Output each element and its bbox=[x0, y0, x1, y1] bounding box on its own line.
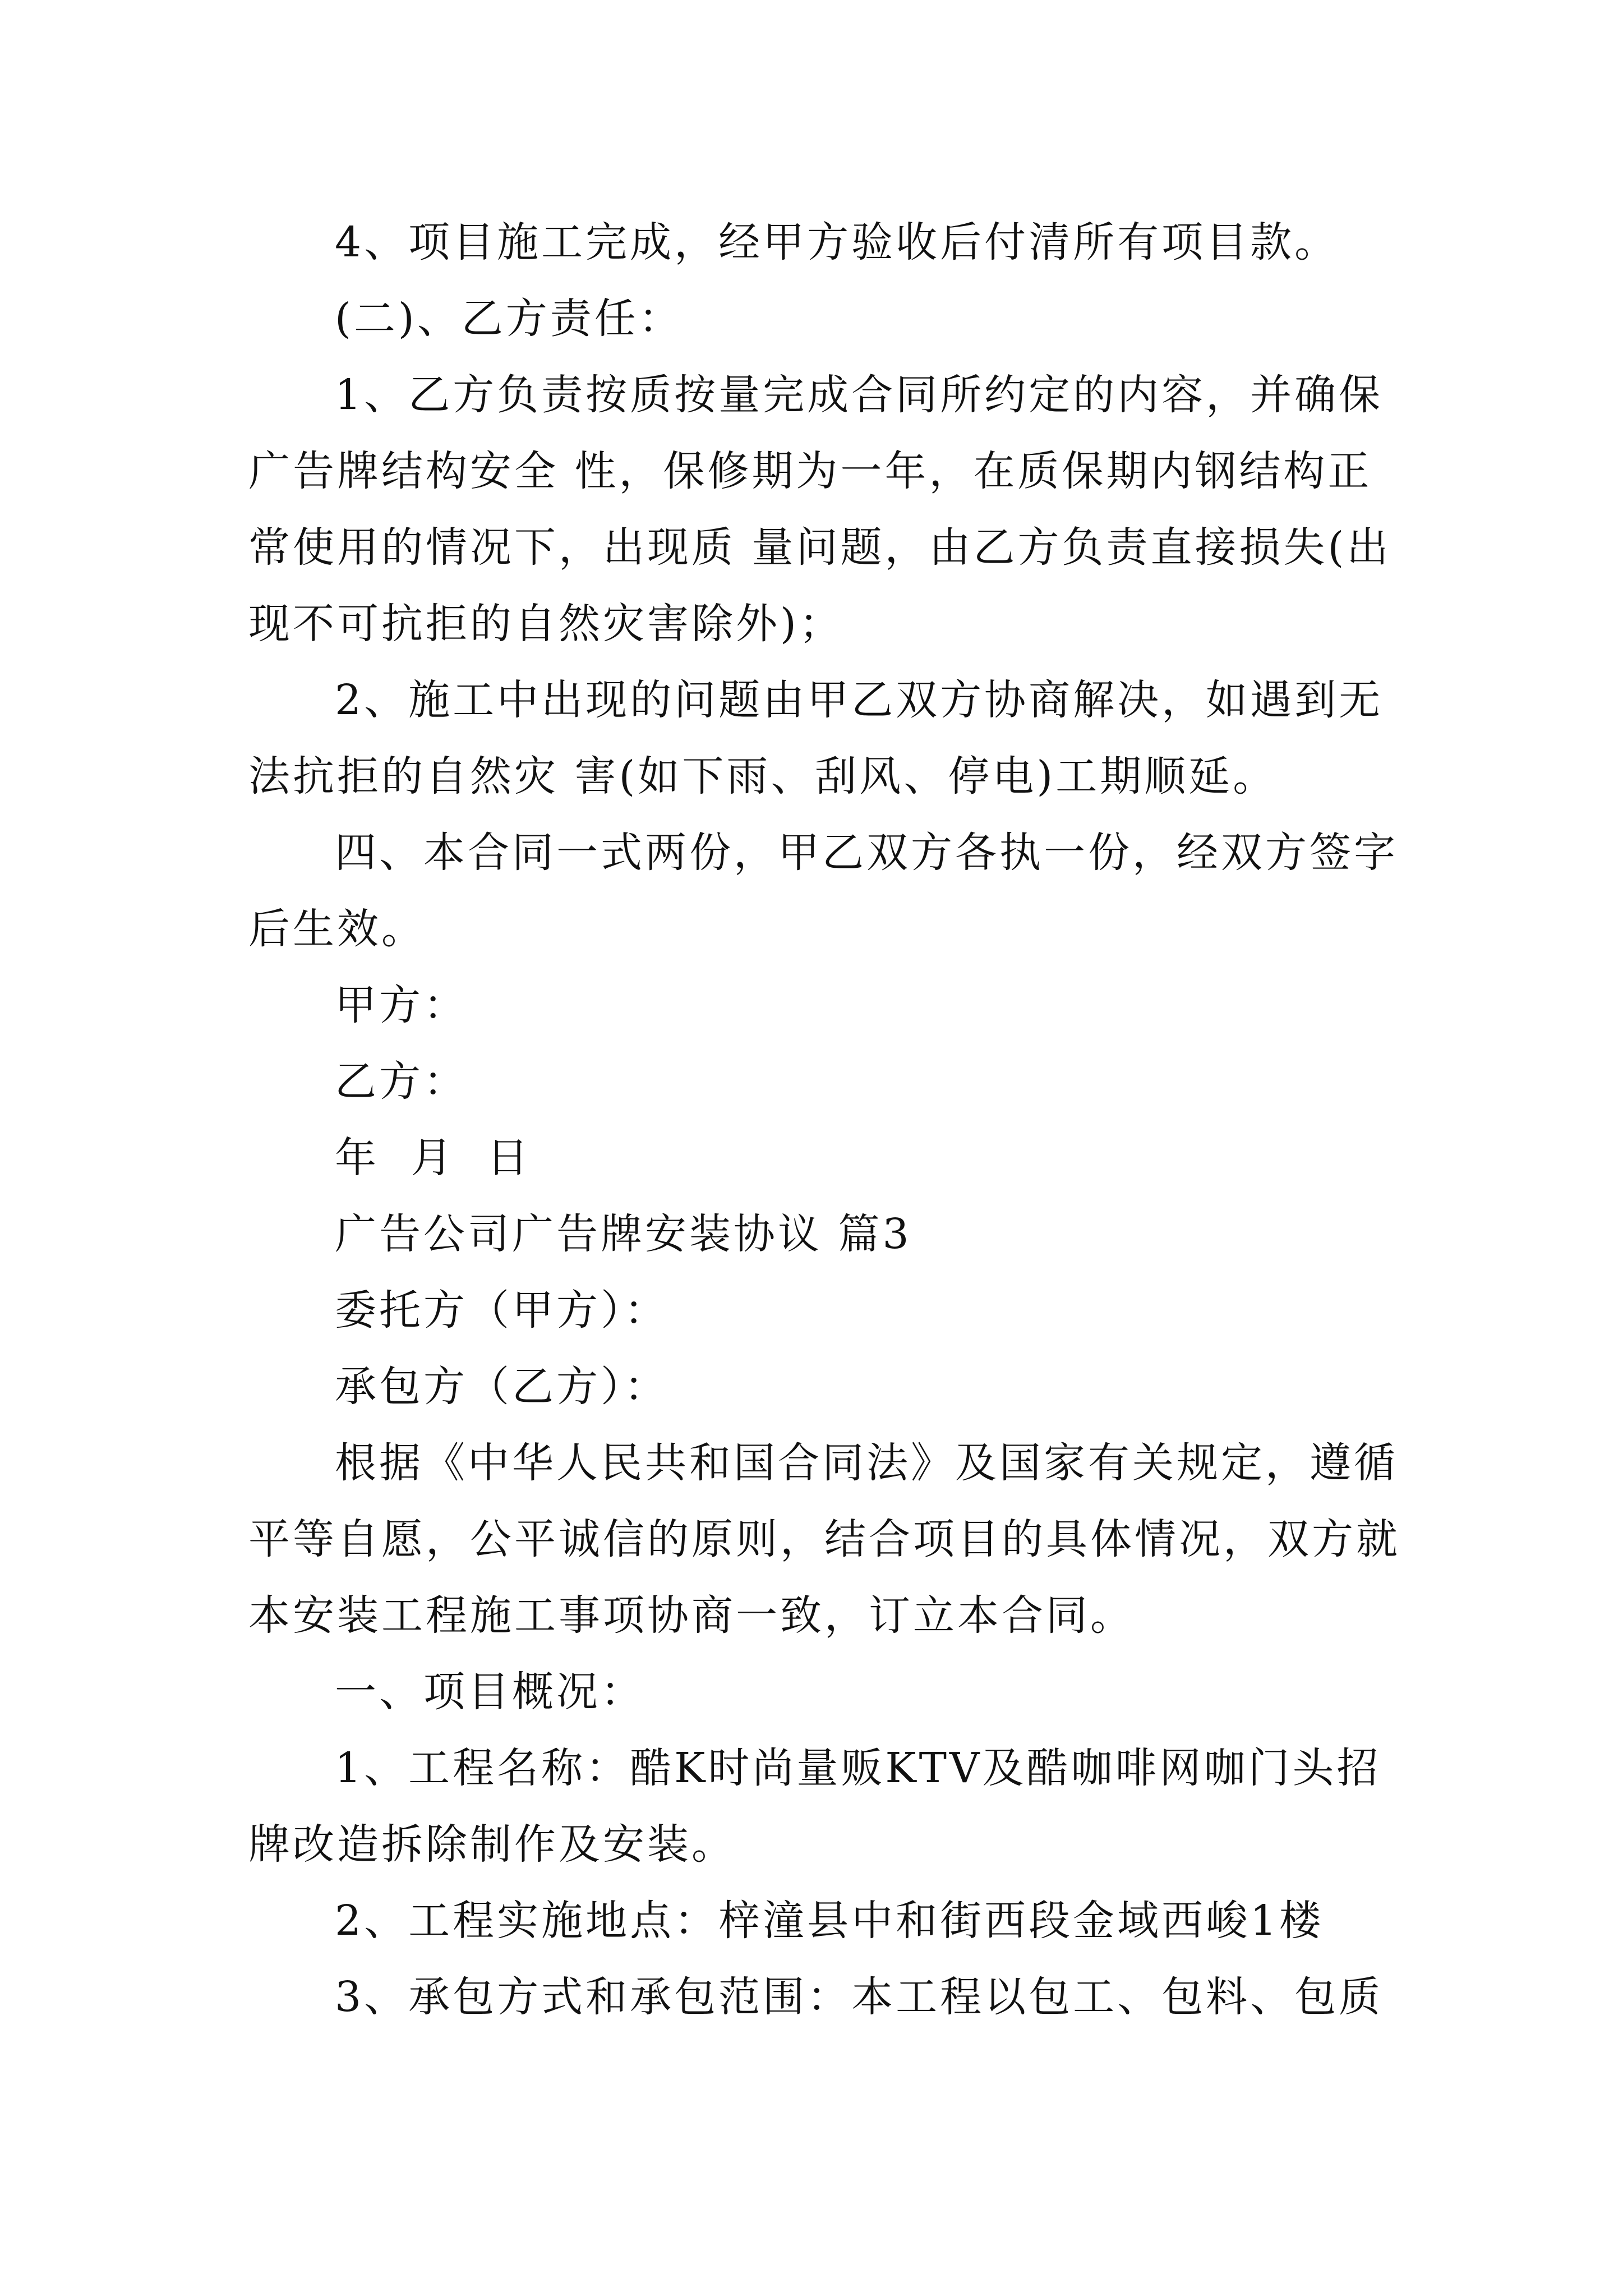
client-party-line: 委托方（甲方）： bbox=[335, 1286, 668, 1335]
paragraph-line: 根据《中华人民共和国合同法》及国家有关规定，遵循 bbox=[335, 1439, 1398, 1487]
signature-party-b: 乙方： bbox=[335, 1057, 468, 1106]
paragraph-line: 1、工程名称：酷K时尚量贩KTV及酷咖啡网咖门头招 bbox=[335, 1744, 1381, 1792]
paragraph-line: 2、施工中出现的问题由甲乙双方协商解决，如遇到无 bbox=[335, 676, 1384, 724]
paragraph-line: 后生效。 bbox=[248, 905, 426, 953]
paragraph-line: 牌改造拆除制作及安装。 bbox=[248, 1820, 736, 1869]
paragraph-line: 常使用的情况下，出现质 量问题，由乙方负责直接损失(出 bbox=[248, 523, 1391, 572]
section-heading: (二)、乙方责任： bbox=[335, 295, 683, 343]
section-title: 广告公司广告牌安装协议 篇3 bbox=[335, 1210, 912, 1258]
paragraph-line: 本安装工程施工事项协商一致，订立本合同。 bbox=[248, 1591, 1135, 1640]
signature-party-a: 甲方： bbox=[335, 981, 468, 1029]
paragraph-line: 2、工程实施地点：梓潼县中和街西段金域西峻1楼 bbox=[335, 1897, 1324, 1945]
paragraph-line: 平等自愿，公平诚信的原则，结合项目的具体情况，双方就 bbox=[248, 1515, 1400, 1563]
paragraph-line: 四、本合同一式两份，甲乙双方各执一份，经双方签字 bbox=[335, 829, 1398, 877]
paragraph-line: 现不可抗拒的自然灾害除外)； bbox=[248, 600, 843, 648]
signature-date: 年 月 日 bbox=[335, 1134, 532, 1182]
paragraph-line: 3、承包方式和承包范围：本工程以包工、包料、包质 bbox=[335, 1973, 1384, 2021]
paragraph-line: 4、项目施工完成，经甲方验收后付清所有项目款。 bbox=[335, 218, 1339, 266]
paragraph-line: 广告牌结构安全 性，保修期为一年，在质保期内钢结构正 bbox=[248, 447, 1372, 495]
section-heading: 一、项目概况： bbox=[335, 1668, 645, 1716]
contractor-party-line: 承包方（乙方）： bbox=[335, 1363, 668, 1411]
paragraph-line: 法抗拒的自然灾 害(如下雨、刮风、停电)工期顺延。 bbox=[248, 752, 1278, 800]
paragraph-line: 1、乙方负责按质按量完成合同所约定的内容，并确保 bbox=[335, 371, 1384, 419]
